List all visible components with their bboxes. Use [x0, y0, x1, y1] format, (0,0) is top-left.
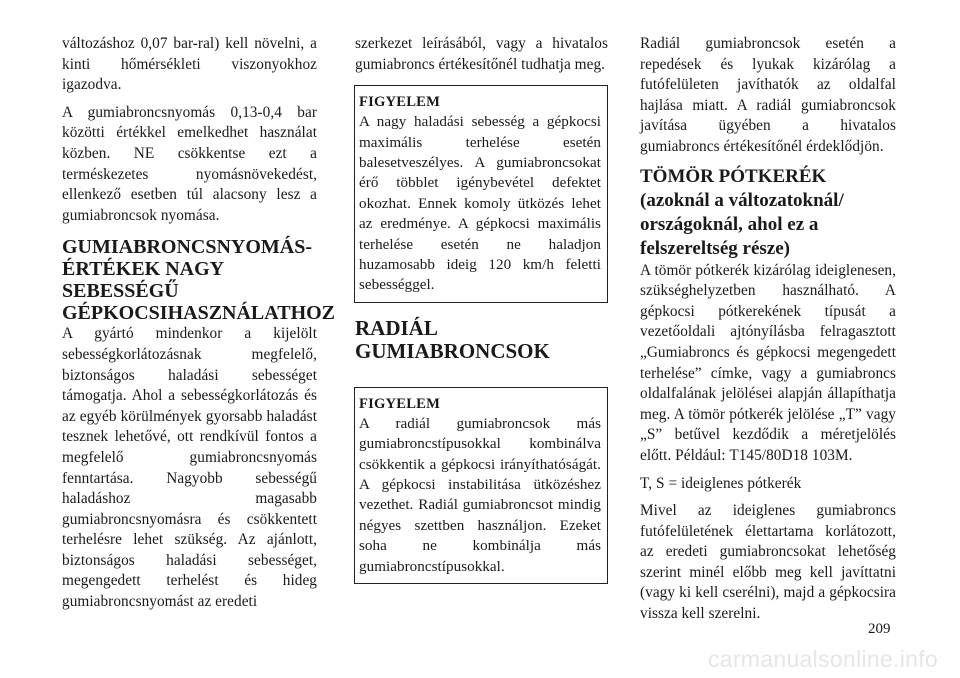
warning-box — [354, 85, 608, 303]
middle-column — [355, 34, 608, 584]
section-heading-compact-spare: TÖMÖR PÓTKERÉK (azoknál a változatoknál/ országoknál, ahol ez a felszereltség része) — [640, 165, 844, 259]
warning-text: A nagy haladási sebesség a gépkocsi maximális terhelése esetén balesetveszélyes. A gumiabroncsokat érő többlet igénybevétel defektet okozhat. Ennek komoly ütközés lehet az eredménye. A gépkocsi maximális terhelése esetén ne haladjon huzamosabb ideig 120 km/h feletti sebességgel. — [359, 114, 601, 294]
paragraph: A gumiabroncsnyomás 0,13-0,4 bar közötti értékkel emelkedhet használat közben. NE csökkentse ezt a terméskezetes nyomásnövekedést, ellenkező esetben túl alacsony lesz a gumiabroncsok nyomása. — [62, 103, 317, 224]
paragraph: A gyártó mindenkor a kijelölt sebességkorlátozásnak megfelelő, biztonságos haladási sebességet támogatja. Ahol a sebességkorlátozás és az egyéb körülmények gyorsabb haladást tesznek lehetővé, ott rendkívül fontos a megfelelő gumiabroncsnyomás fenntartása. Nagyobb sebességű haladáshoz magasabb gumiabroncsnyomásra és csökkentett terhelésre lehet szükség. Az ajánlott, biztonságos haladási sebességet, megengedett terhelést és hideg gumiabroncsnyomást az eredeti — [62, 325, 317, 611]
page-number: 209 — [868, 621, 891, 637]
right-column — [640, 34, 896, 632]
watermark: carmanualsonline.info — [707, 646, 938, 672]
warning-text: A radiál gumiabroncsok más gumiabroncstípusokkal kombinálva csökkentik a gépkocsi irányíthatóságát. A gépkocsi instabilitása ütközéshez vezethet. Radiál gumiabroncsot mindig négyes szettben használjon. Ezeket soha ne kombinálja más gumiabroncstípusokkal. — [359, 415, 601, 575]
paragraph: T, S = ideiglenes pótkerék — [640, 474, 802, 492]
paragraph: Mivel az ideiglenes gumiabroncs futófelületének élettartama korlátozott, az eredeti gumiabroncsokat lehetőség szerint minél előbb meg kell javíttatni (vagy ki kell cserélni), majd a gépkocsira vissza kell szerelni. — [640, 502, 896, 623]
paragraph: A tömör pótkerék kizárólag ideiglenesen, szükséghelyzetben használható. A gépkocsi pótkerekének típusát a vezetőoldali ajtónyílásba felragasztott „Gumiabroncs és gépkocsi megengedett terhelése” címke, vagy a gumiabroncs oldalfalának jelölései alapján állapíthatja meg. A tömör pótkerék jelölése „T” vagy „S” betűvel kezdődik a méretjelölés előtt. Például: T145/80D18 103M. — [640, 261, 896, 464]
warning-title: FIGYELEM — [359, 94, 441, 111]
warning-title: FIGYELEM — [359, 395, 441, 412]
paragraph: szerkezet leírásából, vagy a hivatalos gumiabroncs értékesítőnél tudhatja meg. — [355, 35, 608, 73]
left-column — [62, 34, 336, 620]
section-heading-high-speed-pressure: GUMIABRONCSNYOMÁS-ÉRTÉKEK NAGY SEBESSÉGŰ GÉPKOCSIHASZNÁLATHOZ — [62, 236, 336, 325]
paragraph: Radiál gumiabroncsok esetén a repedések és lyukak kizárólag a futófelületen javíthatók az oldalfal hajlása miatt. A radiál gumiabroncsok javítása ügyében a hivatalos gumiabroncs értékesítőnél érdeklődjön. — [640, 35, 896, 155]
section-heading-radial-tires: RADIÁL GUMIABRONCSOK — [355, 315, 550, 363]
warning-box — [354, 387, 608, 584]
paragraph: változáshoz 0,07 bar-ral) kell növelni, a kinti hőmérsékleti viszonyokhoz igazodva. — [62, 35, 317, 94]
